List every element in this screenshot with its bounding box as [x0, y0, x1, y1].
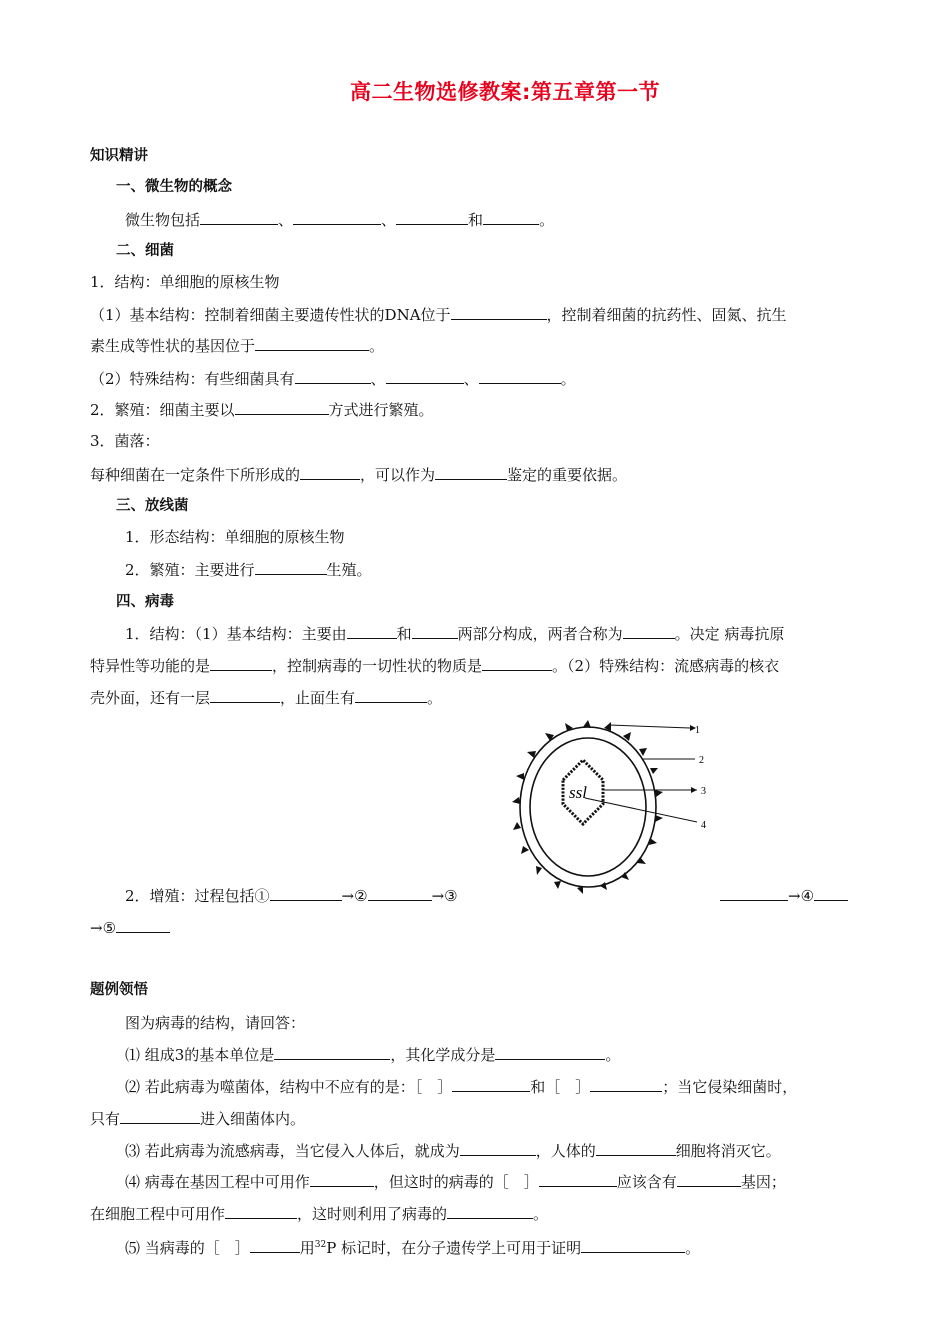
fill-blank[interactable]	[210, 655, 272, 671]
fill-blank[interactable]	[225, 1203, 297, 1219]
text: ，可以作为	[360, 466, 436, 484]
section-1-line	[125, 209, 554, 230]
text: 特异性等功能的是	[90, 657, 211, 675]
text: 和	[468, 211, 484, 229]
fill-blank[interactable]	[347, 623, 397, 639]
text: 2．繁殖：细菌主要以	[90, 401, 235, 419]
text: 、	[370, 370, 386, 388]
text: 和［ ］	[530, 1078, 591, 1096]
section-4-heading: 四、病毒	[116, 594, 174, 610]
fill-blank[interactable]	[447, 1203, 533, 1219]
question-5	[125, 1235, 700, 1258]
text: 素生成等性状的基因位于	[90, 337, 256, 355]
section-1-heading: 一、微生物的概念	[116, 179, 232, 195]
text: 、	[463, 370, 479, 388]
fill-blank[interactable]	[295, 368, 371, 384]
actinomycete-structure: 1．形态结构：单细胞的原核生物	[125, 528, 345, 546]
text: 、	[278, 211, 294, 229]
fill-blank[interactable]	[623, 623, 675, 639]
fill-blank[interactable]	[452, 1076, 530, 1092]
examples-heading: 题例领悟	[90, 982, 148, 998]
text: 。	[427, 689, 443, 707]
text: 。	[685, 1239, 701, 1257]
text: 。（2）特殊结构：流感病毒的核衣	[552, 657, 780, 675]
question-2-cont	[90, 1108, 305, 1129]
virus-proliferation-line-2	[90, 917, 170, 938]
text: 。	[539, 211, 555, 229]
fill-blank[interactable]	[200, 209, 278, 225]
virus-proliferation-line	[125, 885, 458, 906]
text: 鉴定的重要依据。	[507, 466, 628, 484]
fill-blank[interactable]	[495, 1044, 605, 1060]
section-2-heading: 二、细菌	[116, 243, 174, 259]
bacteria-reproduction	[90, 399, 434, 420]
fill-blank[interactable]	[460, 1140, 536, 1156]
fill-blank[interactable]	[293, 209, 381, 225]
colony-heading: 3．菌落：	[90, 432, 160, 450]
text: 2．增殖：过程包括①	[125, 887, 270, 905]
text: →⑤	[90, 919, 117, 937]
text: 。	[605, 1046, 621, 1064]
fill-blank[interactable]	[482, 655, 552, 671]
fill-blank[interactable]	[310, 1171, 374, 1187]
fill-blank[interactable]	[355, 687, 427, 703]
text: ⑷ 病毒在基因工程中可用作	[125, 1173, 310, 1191]
envelope-spikes	[512, 720, 663, 894]
fill-blank[interactable]	[581, 1237, 685, 1253]
fill-blank[interactable]	[479, 368, 561, 384]
fill-blank[interactable]	[720, 885, 788, 901]
text: 在细胞工程中可用作	[90, 1205, 226, 1223]
isotope-mass: 32	[314, 1240, 327, 1250]
fill-blank[interactable]	[274, 1044, 390, 1060]
text: 两部分构成，两者合称为	[457, 625, 623, 643]
text: 每种细菌在一定条件下所形成的	[90, 466, 301, 484]
fill-blank[interactable]	[590, 1076, 662, 1092]
page-title: 高二生物选修教案:第五章第一节	[350, 80, 660, 104]
bacteria-plasmid-line	[90, 335, 384, 356]
bacteria-special-structure	[90, 368, 576, 389]
question-1	[125, 1044, 620, 1065]
colony-line	[90, 464, 627, 485]
text: 进入细菌体内。	[200, 1110, 306, 1128]
virus-structure-line-2	[90, 655, 779, 676]
fill-blank[interactable]	[677, 1171, 741, 1187]
text: →④	[788, 887, 815, 905]
fill-blank[interactable]	[235, 399, 329, 415]
virus-structure-diagram	[505, 712, 735, 902]
virus-structure-line-1	[125, 623, 784, 644]
text: ，控制病毒的一切性状的物质是	[272, 657, 483, 675]
text: 基因；	[740, 1173, 786, 1191]
virus-proliferation-line-right	[720, 885, 848, 906]
fill-blank[interactable]	[270, 885, 342, 901]
question-2	[125, 1076, 797, 1097]
text: ，人体的	[535, 1142, 596, 1160]
label-3: 3	[701, 786, 706, 797]
text: 。	[560, 370, 576, 388]
text: ⑶ 若此病毒为流感病毒，当它侵入人体后，就成为	[125, 1142, 460, 1160]
fill-blank[interactable]	[120, 1108, 200, 1124]
fill-blank[interactable]	[396, 209, 468, 225]
text: 细胞将消灭它。	[675, 1142, 781, 1160]
fill-blank[interactable]	[814, 885, 848, 901]
fill-blank[interactable]	[210, 687, 280, 703]
text: 和	[396, 625, 412, 643]
fill-blank[interactable]	[451, 304, 547, 320]
text: ，控制着细菌的抗药性、固氮、抗生	[546, 306, 787, 324]
knowledge-heading: 知识精讲	[90, 148, 148, 164]
text: （2）特殊结构：有些细菌具有	[90, 370, 295, 388]
fill-blank[interactable]	[483, 209, 539, 225]
label-4: 4	[701, 820, 706, 831]
fill-blank[interactable]	[116, 917, 170, 933]
question-3	[125, 1140, 781, 1161]
fill-blank[interactable]	[596, 1140, 676, 1156]
question-4-cont	[90, 1203, 548, 1224]
text: 生殖。	[326, 561, 372, 579]
text: 。	[369, 337, 385, 355]
fill-blank[interactable]	[255, 559, 327, 575]
fill-blank[interactable]	[250, 1237, 300, 1253]
text: 方式进行繁殖。	[328, 401, 434, 419]
label-2: 2	[699, 755, 704, 766]
text: 。	[533, 1205, 549, 1223]
label-1: 1	[695, 725, 700, 736]
text: ，但这时的病毒的［ ］	[373, 1173, 539, 1191]
fill-blank[interactable]	[368, 885, 432, 901]
fill-blank[interactable]	[255, 335, 369, 351]
text: 、	[381, 211, 397, 229]
text: P 标记时，在分子遗传学上可用于证明	[326, 1239, 582, 1257]
text: 只有	[90, 1110, 121, 1128]
fill-blank[interactable]	[386, 368, 464, 384]
text: 1．结构：（1）基本结构：主要由	[125, 625, 347, 643]
fill-blank[interactable]	[435, 464, 507, 480]
virus-structure-line-3	[90, 687, 442, 708]
fill-blank[interactable]	[539, 1171, 617, 1187]
text: →②	[341, 887, 368, 905]
text: ⑸ 当病毒的［ ］	[125, 1239, 250, 1257]
text: 微生物包括	[125, 211, 201, 229]
text: →③	[431, 887, 458, 905]
text: ⑵ 若此病毒为噬菌体，结构中不应有的是：［ ］	[125, 1078, 453, 1096]
text: ，止面生有	[280, 689, 356, 707]
text: ；当它侵染细菌时，	[662, 1078, 798, 1096]
text: 用	[299, 1239, 315, 1257]
text: 。决定 病毒抗原	[674, 625, 785, 643]
text: 壳外面，还有一层	[90, 689, 211, 707]
actinomycete-reproduction	[125, 559, 372, 580]
bacteria-structure: 1．结构：单细胞的原核生物	[90, 273, 280, 291]
nucleic-acid: ssl	[569, 783, 587, 802]
text: 2．繁殖：主要进行	[125, 561, 255, 579]
text: ⑴ 组成3的基本单位是	[125, 1046, 275, 1064]
virus-envelope	[520, 727, 656, 887]
fill-blank[interactable]	[300, 464, 360, 480]
text: ，这时则利用了病毒的	[297, 1205, 448, 1223]
fill-blank[interactable]	[412, 623, 458, 639]
section-3-heading: 三、放线菌	[116, 498, 189, 514]
examples-intro: 图为病毒的结构，请回答：	[125, 1014, 306, 1032]
bacteria-basic-structure	[90, 304, 787, 325]
text: 应该含有	[616, 1173, 677, 1191]
text: ，其化学成分是	[390, 1046, 496, 1064]
text: （1）基本结构：控制着细菌主要遗传性状的DNA位于	[90, 306, 451, 324]
question-4	[125, 1171, 786, 1192]
